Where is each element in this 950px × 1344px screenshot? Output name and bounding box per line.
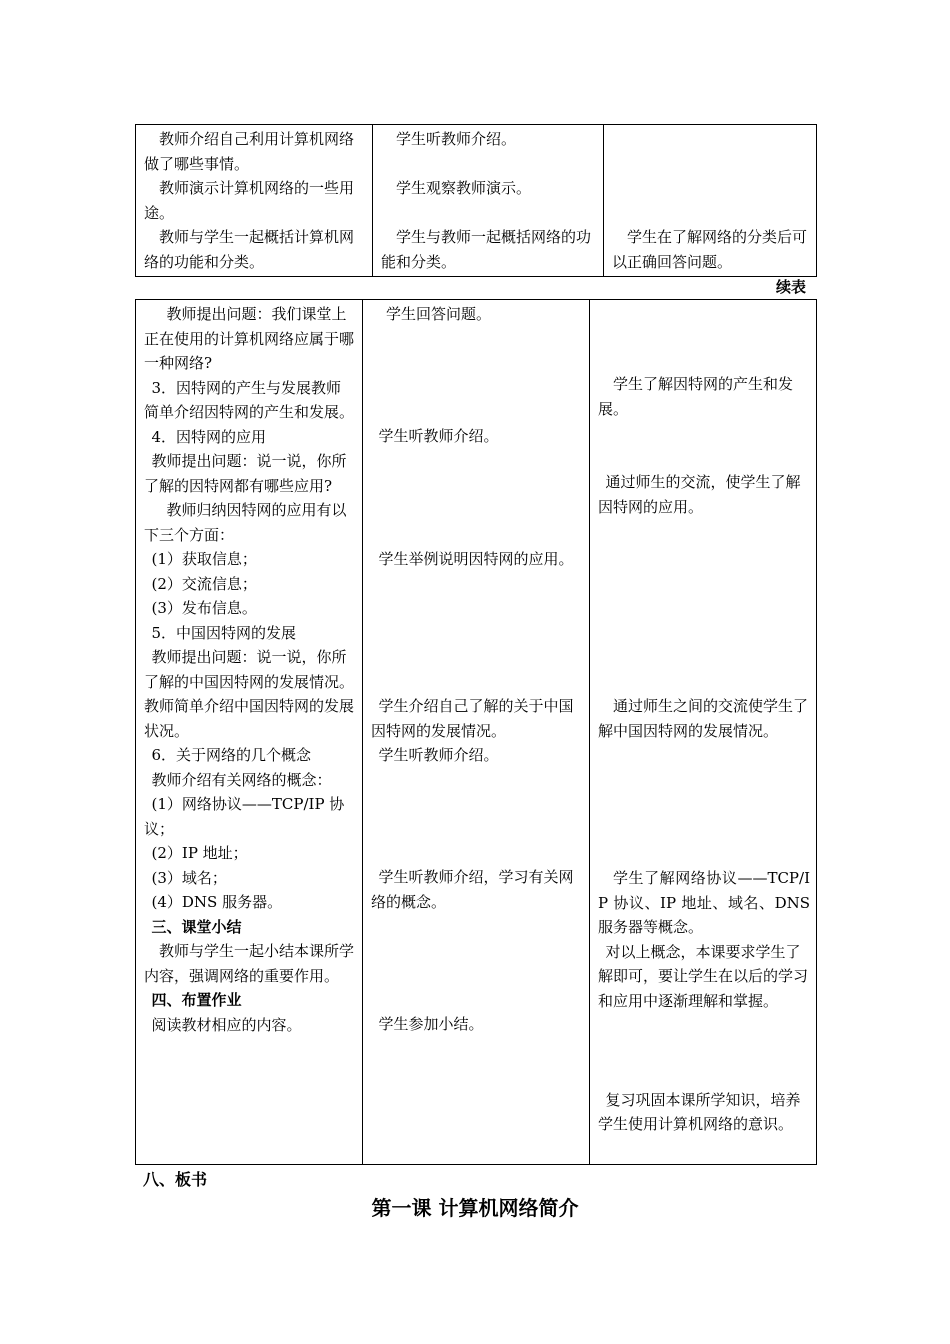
- text-line: 4．因特网的应用: [151, 427, 267, 446]
- text-line: 教师与学生一起小结本课所学内容，强调网络的重要作用。: [144, 942, 355, 985]
- text-line: 对以上概念，本课要求学生了解即可，要让学生在以后的学习和应用中逐渐理解和掌握。: [598, 942, 809, 1010]
- text-line: 通过师生的交流，使学生了解因特网的应用。: [598, 473, 801, 516]
- text-line: (3）域名；: [151, 868, 227, 887]
- text-line: 学生回答问题。: [386, 305, 492, 323]
- text-line: 学生听教师介绍。: [378, 746, 499, 764]
- text-line: 复习巩固本课所学知识，培养学生使用计算机网络的意识。: [598, 1090, 801, 1133]
- text-line: 3．因特网的产生与发展教师简单介绍因特网的产生和发展。: [144, 378, 355, 421]
- text-line: 教师提出问题：说一说，你所了解的因特网都有哪些应用?: [144, 452, 347, 495]
- text-line: 学生听教师介绍，学习有关网络的概念。: [371, 868, 574, 911]
- student-activity-cell: [363, 300, 590, 1165]
- lesson-table-part1: [135, 124, 817, 277]
- section-heading-blackboard: 八、板书: [143, 1170, 208, 1189]
- text-line: (3）发布信息。: [151, 599, 257, 617]
- text-line: 教师与学生一起概括计算机网络的功能和分类。: [144, 228, 355, 271]
- design-intent-cell: [590, 300, 817, 1165]
- design-intent-cell: [604, 125, 817, 277]
- text-line: (2）交流信息；: [151, 574, 257, 593]
- text-line: 学生与教师一起概括网络的功能和分类。: [381, 228, 592, 271]
- text-line: 学生介绍自己了解的关于中国因特网的发展情况。: [371, 697, 574, 740]
- teacher-activity-cell: [136, 125, 373, 277]
- section-heading-homework: 四、布置作业: [151, 991, 242, 1009]
- text-line: 学生听教师介绍。: [396, 130, 517, 148]
- text-line: (2）IP 地址；: [151, 844, 248, 862]
- section-heading-summary: 三、课堂小结: [151, 917, 242, 936]
- teacher-activity-cell: [136, 300, 363, 1165]
- text-line: 6．关于网络的几个概念: [151, 746, 312, 764]
- text-line: 学生举例说明因特网的应用。: [378, 550, 574, 568]
- text-line: 教师演示计算机网络的一些用途。: [144, 179, 355, 222]
- student-activity-cell: [373, 125, 604, 277]
- text-line: 学生了解因特网的产生和发展。: [598, 375, 794, 418]
- text-line: 教师提出问题：我们课堂上正在使用的计算机网络应属于哪一种网络?: [144, 305, 355, 372]
- text-line: 教师提出问题：说一说，你所了解的中国因特网的发展情况。教师简单介绍中国因特网的发展状况。: [144, 648, 355, 740]
- text-line: 阅读教材相应的内容。: [151, 1015, 302, 1034]
- text-line: 学生观察教师演示。: [396, 179, 532, 197]
- text-line: 教师介绍自己利用计算机网络做了哪些事情。: [144, 130, 355, 173]
- lesson-table-part2: [135, 299, 817, 1165]
- text-line: 教师归纳因特网的应用有以下三个方面：: [144, 501, 347, 544]
- board-title: 第一课 计算机网络简介: [371, 1196, 579, 1220]
- continued-label: 续表: [775, 278, 806, 296]
- text-line: 通过师生之间的交流使学生了解中国因特网的发展情况。: [598, 697, 809, 740]
- text-line: 学生参加小结。: [378, 1015, 484, 1033]
- text-line: 学生在了解网络的分类后可以正确回答问题。: [612, 228, 808, 271]
- text-line: (1）网络协议——TCP/IP 协议；: [144, 795, 345, 838]
- text-line: 5．中国因特网的发展: [151, 623, 297, 642]
- text-line: 教师介绍有关网络的概念：: [151, 770, 332, 789]
- text-line: 学生听教师介绍。: [378, 427, 499, 445]
- text-line: (1）获取信息；: [151, 550, 257, 568]
- text-line: 学生了解网络协议——TCP/IP 协议、IP 地址、域名、DNS 服务器等概念。: [598, 869, 810, 936]
- text-line: (4）DNS 服务器。: [151, 893, 283, 911]
